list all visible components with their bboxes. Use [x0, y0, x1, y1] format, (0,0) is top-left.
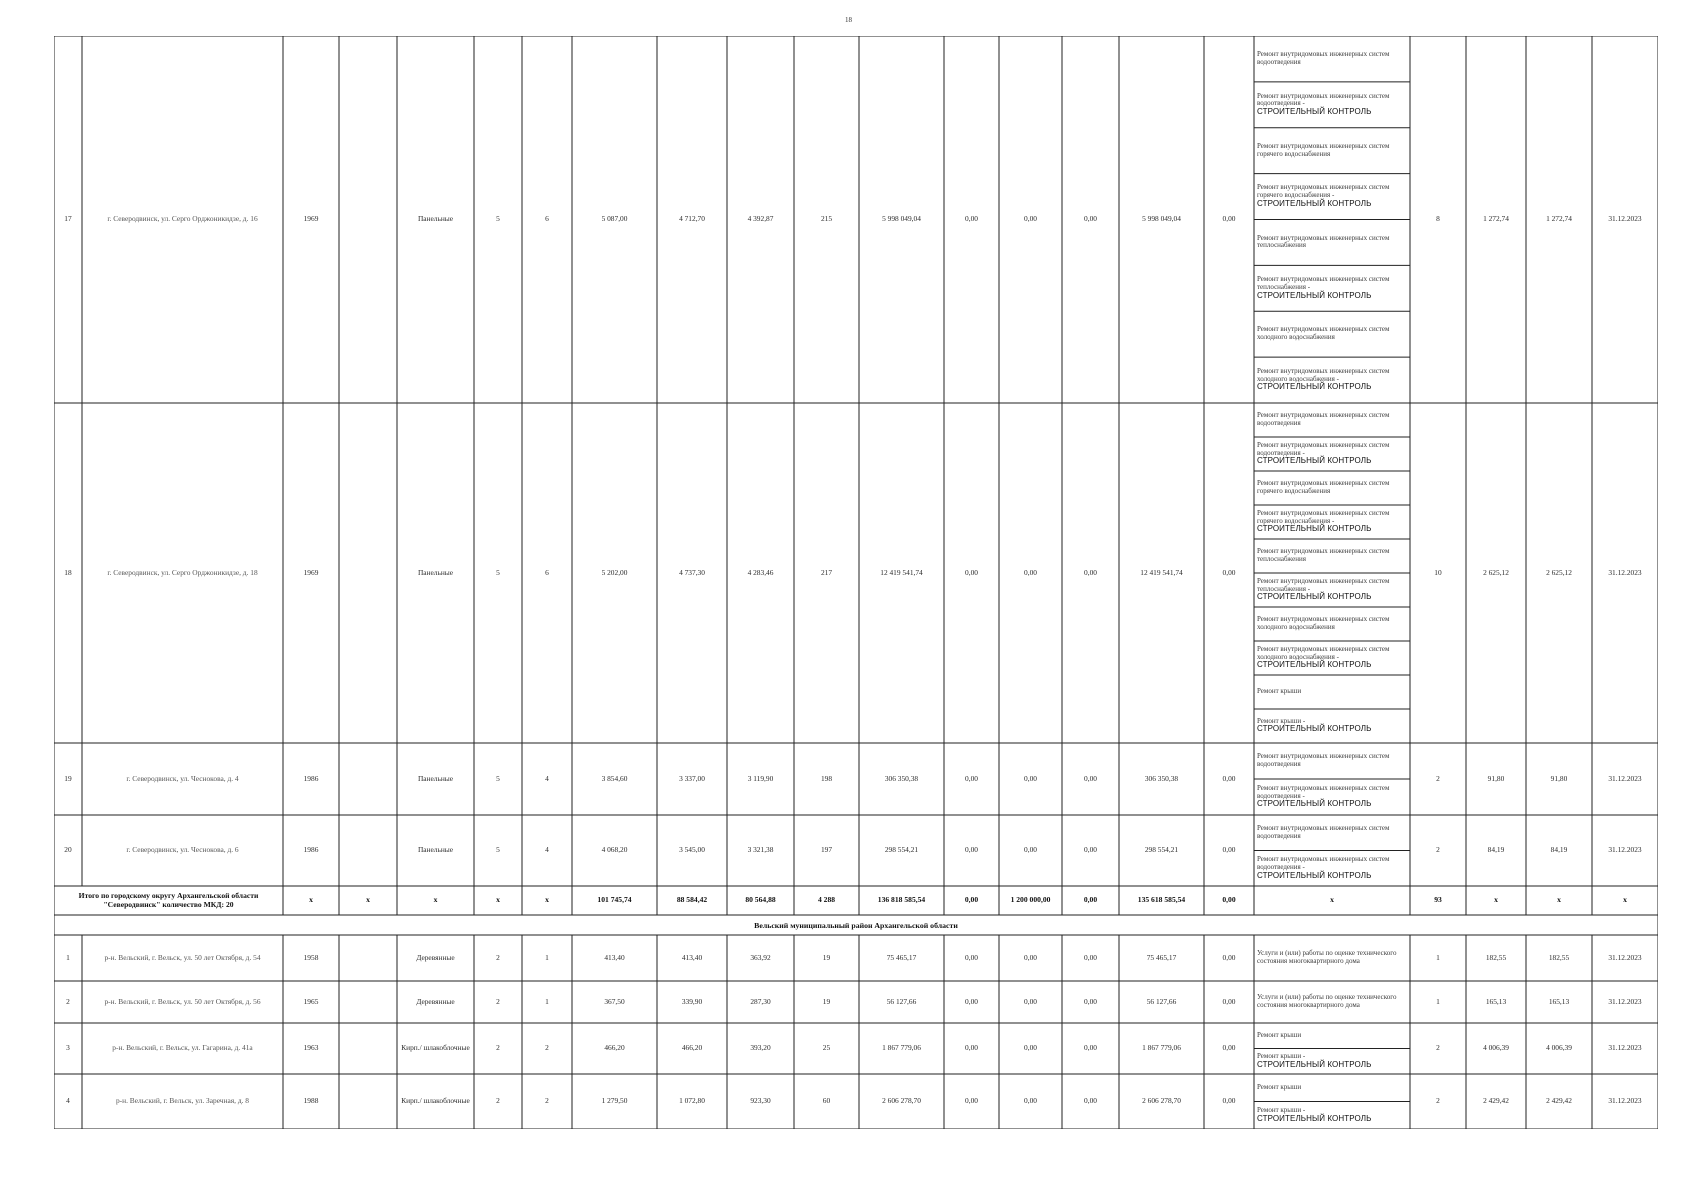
velsk-row-3-unit-limit: 4 006,39 [1546, 1043, 1572, 1053]
total-unit-cost: x [1494, 895, 1498, 905]
velsk-row-1-cost-total: 75 465,17 [886, 952, 917, 962]
row-18-budget-region: 0,00 [1024, 567, 1037, 577]
row-18-entrances: 6 [545, 567, 549, 577]
work-item [1254, 981, 1410, 1023]
total-residents: 4 288 [817, 895, 836, 905]
velsk-row-3-unit-cost: 4 006,39 [1483, 1043, 1509, 1053]
work-item [1254, 82, 1410, 128]
work-item-text: Ремонт внутридомовых инженерных систем водоотведения [1257, 411, 1390, 427]
velsk-row-4-entrances: 2 [545, 1096, 549, 1106]
work-item [1254, 265, 1410, 311]
total-area-living: 88 584,42 [676, 895, 708, 905]
work-item [1254, 471, 1410, 505]
row-19-unit-limit: 91,80 [1550, 773, 1568, 783]
work-item-control-label: СТРОИТЕЛЬНЫЙ КОНТРОЛЬ [1257, 870, 1372, 880]
work-item-text: Ремонт внутридомовых инженерных систем водоотведения [1257, 50, 1390, 66]
row-18-residents: 217 [820, 567, 833, 577]
row-20-owners: 298 554,21 [1144, 845, 1179, 855]
velsk-row-2-no: 2 [66, 996, 70, 1006]
row-19-address: г. Северодвинск, ул. Чеснокова, д. 4 [126, 773, 239, 783]
row-17-commission [339, 36, 397, 403]
row-18-works-count: 10 [1434, 567, 1442, 577]
work-item [1254, 1049, 1410, 1075]
work-item [1254, 174, 1410, 220]
total-works-count: 93 [1434, 895, 1442, 905]
row-20-unit-cost: 84,19 [1487, 845, 1505, 855]
work-item-text: Ремонт внутридомовых инженерных систем горячего водоснабжения [1257, 479, 1390, 495]
velsk-row-4-owners: 2 606 278,70 [1142, 1096, 1181, 1106]
velsk-row-3-floors: 2 [496, 1043, 500, 1053]
velsk-row-1-area-total: 413,40 [604, 952, 625, 962]
total-owners: 135 618 585,54 [1137, 895, 1186, 905]
velsk-row-4-budget-region: 0,00 [1024, 1096, 1037, 1106]
velsk-row-4-other: 0,00 [1222, 1096, 1236, 1106]
velsk-row-4-unit-cost: 2 429,42 [1483, 1096, 1509, 1106]
velsk-row-1-year: 1958 [303, 952, 319, 962]
row-19-budget-local: 0,00 [1084, 773, 1097, 783]
work-item-control-label: СТРОИТЕЛЬНЫЙ КОНТРОЛЬ [1257, 1059, 1372, 1069]
work-item-text: Ремонт внутридомовых инженерных систем теплоснабжения [1257, 233, 1390, 250]
total-other: 0,00 [1222, 895, 1236, 905]
velsk-row-1-entrances: 1 [545, 952, 549, 962]
work-item-text: Ремонт внутридомовых инженерных систем теплоснабжения [1257, 547, 1390, 563]
row-20-area-res: 3 321,38 [747, 845, 774, 855]
work-item-control-label: СТРОИТЕЛЬНЫЙ КОНТРОЛЬ [1257, 799, 1372, 809]
work-item [1254, 779, 1410, 815]
work-item [1254, 311, 1410, 357]
velsk-row-1-works-count: 1 [1436, 952, 1440, 962]
total-commission: x [366, 895, 370, 905]
row-17-unit-cost: 1 272,74 [1483, 214, 1509, 224]
row-19-wall: Панельные [417, 773, 454, 783]
row-17-cost-total: 5 998 049,04 [882, 214, 921, 224]
velsk-row-1-no: 1 [66, 952, 70, 962]
total-unit-limit: x [1557, 895, 1561, 905]
row-19-year: 1986 [303, 773, 319, 783]
row-20-floors: 5 [496, 845, 500, 855]
velsk-row-3-address: р-н. Вельский, г. Вельск, ул. Гагарина, д. 41а [112, 1043, 253, 1053]
velsk-row-2-commission [339, 981, 397, 1023]
row-20-budget-region: 0,00 [1024, 845, 1037, 855]
total-area-res: 80 564,88 [745, 895, 776, 905]
work-item [1254, 539, 1410, 573]
row-17-owners: 5 998 049,04 [1142, 214, 1181, 224]
row-20-deadline: 31.12.2023 [1608, 845, 1642, 855]
velsk-row-2-unit-limit: 165,13 [1548, 996, 1570, 1006]
velsk-row-2-area-total: 367,50 [604, 996, 625, 1006]
row-18-owners: 12 419 541,74 [1140, 567, 1183, 577]
work-item-text: Ремонт крыши [1257, 1082, 1302, 1091]
work-item [1254, 357, 1410, 403]
velsk-row-2-budget-region: 0,00 [1024, 996, 1037, 1006]
work-item-text: Ремонт внутридомовых инженерных систем теплоснабжения - [1257, 275, 1390, 291]
row-20-area-living: 3 545,00 [679, 845, 705, 855]
row-18-area-total: 5 202,00 [601, 567, 628, 577]
page-number: 18 [845, 16, 852, 24]
work-item [1254, 641, 1410, 675]
row-19-owners: 306 350,38 [1144, 773, 1179, 783]
work-item-text: Ремонт крыши [1257, 687, 1302, 696]
row-20-works-count: 2 [1436, 845, 1440, 855]
velsk-row-2-unit-cost: 165,13 [1485, 996, 1507, 1006]
work-item-text: Ремонт внутридомовых инженерных систем водоотведения - [1257, 440, 1390, 457]
row-20-no: 20 [64, 845, 72, 855]
row-18-budget-local: 0,00 [1084, 567, 1097, 577]
work-item-text: Ремонт внутридомовых инженерных систем водоотведения - [1257, 783, 1390, 800]
row-18-other: 0,00 [1222, 567, 1236, 577]
row-17-residents: 215 [820, 214, 833, 224]
velsk-row-2-floors: 2 [496, 996, 500, 1006]
velsk-row-2-cost-total: 56 127,66 [886, 996, 917, 1006]
row-19-fund: 0,00 [965, 773, 978, 783]
velsk-row-3-area-res: 393,20 [750, 1043, 771, 1053]
work-item [1254, 403, 1410, 437]
work-item-text: Услуги и (или) работы по оценке технического состояния многоквартирного дома [1257, 993, 1397, 1009]
velsk-row-4-wall: Кирп./ шлакоблочные [401, 1096, 470, 1106]
row-18-area-living: 4 737,30 [679, 567, 705, 577]
work-item-text: Ремонт внутридомовых инженерных систем водоотведения [1257, 752, 1390, 768]
work-item-text: Ремонт внутридомовых инженерных систем водоотведения - [1257, 854, 1390, 871]
row-18-year: 1969 [303, 567, 319, 577]
row-17-address: г. Северодвинск, ул. Серго Орджоникидзе, д. 16 [107, 214, 258, 224]
velsk-row-3-works-count: 2 [1436, 1043, 1440, 1053]
row-19-floors: 5 [496, 773, 500, 783]
repair-program-table [54, 36, 1658, 1129]
total-budget-local: 0,00 [1083, 895, 1098, 905]
row-17-floors: 5 [496, 214, 500, 224]
row-20-year: 1986 [303, 845, 319, 855]
row-19-deadline: 31.12.2023 [1608, 773, 1642, 783]
row-18-address: г. Северодвинск, ул. Серго Орджоникидзе, д. 18 [107, 567, 258, 577]
row-18-floors: 5 [496, 567, 500, 577]
velsk-row-4-cost-total: 2 606 278,70 [882, 1096, 921, 1106]
work-item [1254, 1074, 1410, 1102]
velsk-row-3-budget-local: 0,00 [1084, 1043, 1097, 1053]
velsk-row-4-budget-local: 0,00 [1084, 1096, 1097, 1106]
row-20-budget-local: 0,00 [1084, 845, 1097, 855]
work-item-text: Ремонт крыши - [1257, 716, 1306, 725]
row-17-entrances: 6 [545, 214, 549, 224]
work-item [1254, 935, 1410, 981]
velsk-row-4-no: 4 [66, 1096, 70, 1106]
velsk-row-4-year: 1988 [303, 1096, 319, 1106]
work-item-text: Ремонт внутридомовых инженерных систем холодного водоснабжения - [1257, 366, 1390, 383]
work-item-control-label: СТРОИТЕЛЬНЫЙ КОНТРОЛЬ [1257, 660, 1372, 670]
work-item-control-label: СТРОИТЕЛЬНЫЙ КОНТРОЛЬ [1257, 198, 1372, 208]
row-17-area-total: 5 087,00 [601, 214, 628, 224]
row-18-commission [339, 403, 397, 743]
total-floors: x [496, 895, 500, 905]
velsk-row-1-floors: 2 [496, 952, 500, 962]
velsk-row-4-deadline: 31.12.2023 [1608, 1096, 1642, 1106]
velsk-row-1-fund: 0,00 [965, 952, 978, 962]
velsk-row-1-area-res: 363,92 [750, 952, 771, 962]
row-19-area-res: 3 119,90 [747, 773, 774, 783]
row-20-cost-total: 298 554,21 [884, 845, 919, 855]
velsk-row-4-area-res: 923,30 [750, 1096, 771, 1106]
work-item-text: Ремонт внутридомовых инженерных систем горячего водоснабжения - [1257, 183, 1390, 200]
row-20-commission [339, 815, 397, 886]
work-item [1254, 36, 1410, 82]
velsk-row-4-area-total: 1 279,50 [601, 1096, 628, 1106]
work-item [1254, 437, 1410, 471]
work-item-control-label: СТРОИТЕЛЬНЫЙ КОНТРОЛЬ [1257, 524, 1372, 534]
velsk-row-2-fund: 0,00 [965, 996, 978, 1006]
total-fund: 0,00 [964, 895, 979, 905]
row-19-area-living: 3 337,00 [679, 773, 705, 783]
velsk-row-1-owners: 75 465,17 [1146, 952, 1177, 962]
work-item-text: Ремонт крыши - [1257, 1051, 1306, 1060]
velsk-row-4-works-count: 2 [1436, 1096, 1440, 1106]
work-item [1254, 1023, 1410, 1049]
work-item-control-label: СТРОИТЕЛЬНЫЙ КОНТРОЛЬ [1257, 290, 1372, 300]
velsk-row-2-entrances: 1 [545, 996, 549, 1006]
work-item-text: Ремонт внутридомовых инженерных систем водоотведения [1257, 823, 1390, 840]
work-item [1254, 573, 1410, 607]
row-18-unit-limit: 2 625,12 [1546, 567, 1572, 577]
row-18-unit-cost: 2 625,12 [1483, 567, 1509, 577]
row-20-fund: 0,00 [965, 845, 978, 855]
velsk-row-2-budget-local: 0,00 [1084, 996, 1097, 1006]
row-18-cost-total: 12 419 541,74 [880, 567, 923, 577]
velsk-row-4-residents: 60 [822, 1096, 831, 1106]
work-item-control-label: СТРОИТЕЛЬНЫЙ КОНТРОЛЬ [1257, 592, 1372, 602]
velsk-row-3-residents: 25 [822, 1043, 831, 1053]
velsk-row-1-commission [339, 935, 397, 981]
work-item-text: Услуги и (или) работы по оценке технического состояния многоквартирного дома [1257, 949, 1397, 965]
row-17-works-count: 8 [1436, 214, 1440, 224]
work-item-text: Ремонт внутридомовых инженерных систем холодного водоснабжения [1257, 615, 1390, 631]
row-20-wall: Панельные [417, 845, 454, 855]
velsk-row-4-area-living: 1 072,80 [679, 1096, 705, 1106]
row-17-area-living: 4 712,70 [679, 214, 705, 224]
row-19-no: 19 [64, 773, 72, 783]
velsk-row-1-address: р-н. Вельский, г. Вельск, ул. 50 лет Октября, д. 54 [104, 952, 261, 962]
row-17-other: 0,00 [1222, 214, 1236, 224]
velsk-row-1-residents: 19 [822, 952, 831, 962]
velsk-row-3-commission [339, 1023, 397, 1074]
row-18-wall: Панельные [417, 567, 454, 577]
row-19-budget-region: 0,00 [1024, 773, 1037, 783]
work-item [1254, 675, 1410, 709]
velsk-row-1-budget-region: 0,00 [1024, 952, 1037, 962]
velsk-row-3-entrances: 2 [545, 1043, 549, 1053]
row-17-deadline: 31.12.2023 [1608, 214, 1642, 224]
velsk-row-2-wall: Деревянные [416, 996, 455, 1006]
row-17-area-res: 4 392,87 [747, 214, 774, 224]
total-label: Итого по городскому округу Архангельской области "Северодвинск" количество МКД: 20 [78, 890, 259, 909]
work-item-text: Ремонт внутридомовых инженерных систем теплоснабжения - [1257, 576, 1390, 593]
velsk-row-3-cost-total: 1 867 779,06 [882, 1043, 921, 1053]
row-19-works-count: 2 [1436, 773, 1440, 783]
total-year: x [309, 895, 313, 905]
velsk-row-3-no: 3 [66, 1043, 70, 1053]
row-20-residents: 197 [820, 845, 833, 855]
work-item-text: Ремонт внутридомовых инженерных систем горячего водоснабжения - [1257, 508, 1390, 525]
row-17-year: 1969 [303, 214, 319, 224]
work-item-control-label: СТРОИТЕЛЬНЫЙ КОНТРОЛЬ [1257, 1113, 1372, 1123]
row-19-unit-cost: 91,80 [1487, 773, 1505, 783]
row-18-fund: 0,00 [965, 567, 978, 577]
work-item [1254, 607, 1410, 641]
velsk-row-1-area-living: 413,40 [681, 952, 703, 962]
velsk-row-3-deadline: 31.12.2023 [1608, 1043, 1642, 1053]
velsk-row-3-budget-region: 0,00 [1024, 1043, 1037, 1053]
velsk-row-1-wall: Деревянные [416, 952, 455, 962]
row-19-residents: 198 [820, 773, 833, 783]
row-17-fund: 0,00 [965, 214, 978, 224]
velsk-row-2-works-count: 1 [1436, 996, 1440, 1006]
row-20-entrances: 4 [545, 845, 549, 855]
work-item [1254, 743, 1410, 779]
velsk-row-3-wall: Кирп./ шлакоблочные [401, 1043, 470, 1053]
total-budget-region: 1 200 000,00 [1010, 895, 1051, 905]
row-20-area-total: 4 068,20 [601, 845, 628, 855]
velsk-row-4-address: р-н. Вельский, г. Вельск, ул. Заречная, д. 8 [115, 1096, 249, 1106]
work-item-text: Ремонт крыши - [1257, 1105, 1306, 1114]
velsk-row-3-year: 1963 [303, 1043, 319, 1053]
work-item [1254, 851, 1410, 887]
total-works: x [1330, 895, 1334, 905]
velsk-row-2-address: р-н. Вельский, г. Вельск, ул. 50 лет Октября, д. 56 [104, 996, 261, 1006]
row-18-area-res: 4 283,46 [747, 567, 774, 577]
row-17-budget-local: 0,00 [1084, 214, 1097, 224]
work-item-text: Ремонт внутридомовых инженерных систем водоотведения - [1257, 91, 1390, 108]
velsk-row-1-unit-limit: 182,55 [1548, 952, 1570, 962]
row-19-entrances: 4 [545, 773, 549, 783]
row-20-other: 0,00 [1222, 845, 1236, 855]
total-wall: x [433, 895, 438, 905]
section-title: Вельский муниципальный район Архангельской области [754, 920, 958, 930]
velsk-row-2-other: 0,00 [1222, 996, 1236, 1006]
total-entrances: x [545, 895, 549, 905]
velsk-row-3-other: 0,00 [1222, 1043, 1236, 1053]
work-item [1254, 815, 1410, 851]
row-17-no: 17 [64, 214, 72, 224]
work-item-text: Ремонт внутридомовых инженерных систем холодного водоснабжения - [1257, 644, 1390, 661]
velsk-row-2-owners: 56 127,66 [1146, 996, 1177, 1006]
row-19-commission [339, 743, 397, 815]
work-item [1254, 128, 1410, 174]
velsk-row-1-unit-cost: 182,55 [1485, 952, 1507, 962]
work-item-text: Ремонт внутридомовых инженерных систем горячего водоснабжения [1257, 141, 1390, 158]
velsk-row-2-year: 1965 [303, 996, 319, 1006]
row-18-deadline: 31.12.2023 [1608, 567, 1642, 577]
work-item-control-label: СТРОИТЕЛЬНЫЙ КОНТРОЛЬ [1257, 456, 1372, 466]
row-20-address: г. Северодвинск, ул. Чеснокова, д. 6 [126, 845, 239, 855]
row-19-cost-total: 306 350,38 [884, 773, 919, 783]
velsk-row-3-owners: 1 867 779,06 [1142, 1043, 1181, 1053]
row-19-other: 0,00 [1222, 773, 1236, 783]
row-19-area-total: 3 854,60 [601, 773, 628, 783]
total-deadline: x [1623, 895, 1627, 905]
velsk-row-3-area-living: 466,20 [681, 1043, 703, 1053]
velsk-row-2-residents: 19 [822, 996, 831, 1006]
velsk-row-4-commission [339, 1074, 397, 1129]
work-item-control-label: СТРОИТЕЛЬНЫЙ КОНТРОЛЬ [1257, 724, 1372, 734]
velsk-row-4-floors: 2 [496, 1096, 500, 1106]
velsk-row-4-unit-limit: 2 429,42 [1546, 1096, 1572, 1106]
total-area-total: 101 745,74 [597, 895, 632, 905]
work-item [1254, 505, 1410, 539]
row-17-budget-region: 0,00 [1024, 214, 1037, 224]
velsk-row-2-area-living: 339,90 [681, 996, 703, 1006]
row-17-wall: Панельные [417, 214, 454, 224]
row-20-unit-limit: 84,19 [1550, 845, 1568, 855]
work-item [1254, 709, 1410, 743]
total-cost-total: 136 818 585,54 [877, 895, 926, 905]
velsk-row-1-budget-local: 0,00 [1084, 952, 1097, 962]
work-item [1254, 220, 1410, 266]
velsk-row-1-deadline: 31.12.2023 [1608, 952, 1642, 962]
work-item-control-label: СТРОИТЕЛЬНЫЙ КОНТРОЛЬ [1257, 382, 1372, 392]
work-item-text: Ремонт внутридомовых инженерных систем холодного водоснабжения [1257, 325, 1390, 342]
velsk-row-3-fund: 0,00 [965, 1043, 978, 1053]
work-item-control-label: СТРОИТЕЛЬНЫЙ КОНТРОЛЬ [1257, 107, 1372, 117]
row-17-unit-limit: 1 272,74 [1546, 214, 1572, 224]
velsk-row-4-fund: 0,00 [965, 1096, 978, 1106]
velsk-row-1-other: 0,00 [1222, 952, 1236, 962]
velsk-row-2-deadline: 31.12.2023 [1608, 996, 1642, 1006]
work-item-text: Ремонт крыши [1257, 1030, 1302, 1039]
velsk-row-2-area-res: 287,30 [750, 996, 771, 1006]
work-item [1254, 1102, 1410, 1130]
velsk-row-3-area-total: 466,20 [604, 1043, 625, 1053]
row-18-no: 18 [64, 567, 72, 577]
